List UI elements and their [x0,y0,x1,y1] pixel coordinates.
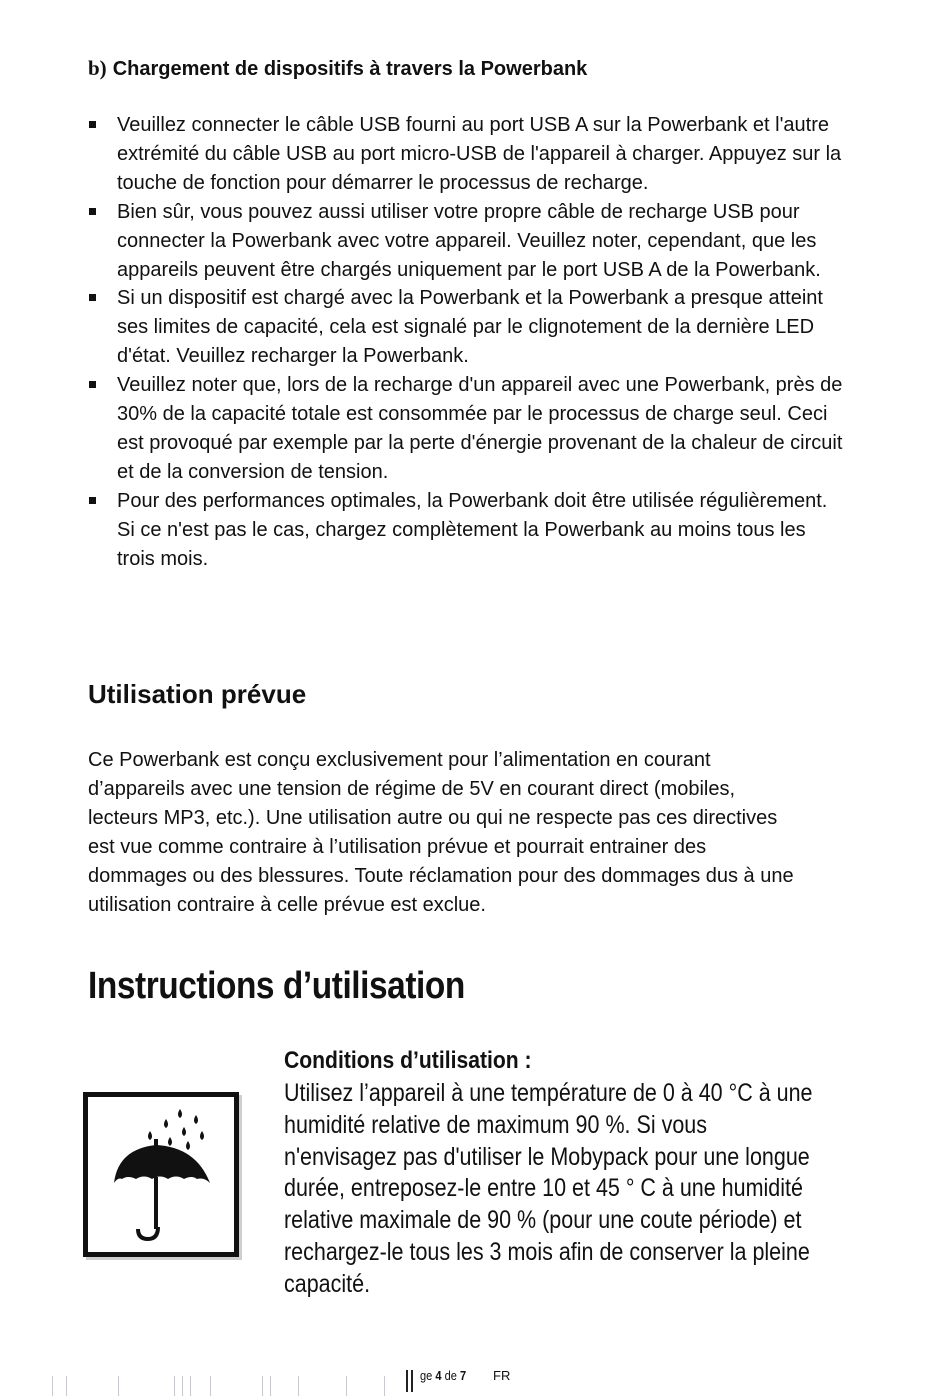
charging-bullet-list [88,111,848,574]
umbrella-icon [88,1097,234,1252]
footer-divider [182,1376,183,1396]
footer-divider [270,1376,271,1396]
list-item [88,111,848,198]
footer-divider [190,1376,191,1396]
keep-dry-umbrella-icon [83,1092,239,1257]
square-bullet-icon [89,381,96,388]
list-item [88,487,848,574]
square-bullet-icon [89,497,96,504]
language-code: FR [493,1368,511,1383]
intended-use-paragraph: Ce Powerbank est conçu exclusivement pour l’alimentation en courant d’appareils avec une tension de régime de 5V en courant direct (mobiles, lecteurs MP3, etc.). Une utilisation autre ou qui ne respecte pas ces directives est vue comme contraire à l’utilisation prévue et pourrait entrainer des dommages ou des blessures. Toute réclamation pour des dommages dus à une utilisation contraire à celle prévue est exclue. [88,749,794,916]
footer-mark [406,1370,413,1392]
conditions-title: Conditions d’utilisation : [284,1047,532,1074]
list-item-text: Veuillez connecter le câble USB fourni au port USB A sur la Powerbank et l'autre extrémité du câble USB au port micro-USB de l'appareil à charger. Appuyez sur la touche de fonction pour démarrer le processus de recharge. [117,114,842,194]
list-item-text: Veuillez noter que, lors de la recharge d'un appareil avec une Powerbank, près de 30% de la capacité totale est consommée par le processus de charge seul. Ceci est provoqué par exemple par la perte d'énergie provenant de la chaleur de circuit et de la conversion de tension. [117,374,843,483]
square-bullet-icon [89,121,96,128]
list-item-text: Bien sûr, vous pouvez aussi utiliser votre propre câble de recharge USB pour connecter la Powerbank avec votre appareil. Veuillez noter, cependant, que les appareils peuvent être chargés uniquement par le port USB A de la Powerbank. [117,200,821,281]
page-current: 4 [435,1368,442,1383]
footer-divider [262,1376,263,1396]
intended-use-heading: Utilisation prévue [88,679,307,709]
footer-divider [298,1376,299,1396]
list-item [88,198,848,285]
square-bullet-icon [89,208,96,215]
list-item-text: Si un dispositif est chargé avec la Powerbank et la Powerbank a presque atteint ses limites de capacité, cela est signalé par le clignotement de la dernière LED d'état. Veuillez recharger la Powerbank. [117,287,823,368]
footer-divider [210,1376,211,1396]
section-b-label: b) [88,56,107,80]
list-item [88,371,848,487]
footer-divider [384,1376,385,1396]
square-bullet-icon [89,294,96,301]
instructions-heading: Instructions d’utilisation [88,965,465,1007]
page-number [420,1368,466,1384]
footer-divider [346,1376,347,1396]
list-item-text: Pour des performances optimales, la Powerbank doit être utilisée régulièrement. Si ce n'est pas le cas, chargez complètement la Powerbank au moins tous les trois mois. [117,489,828,570]
footer-divider [66,1376,67,1396]
page-total: 7 [459,1368,467,1383]
list-item [88,284,848,371]
page-prefix: ge [420,1368,433,1383]
section-b-title: Chargement de dispositifs à travers la Powerbank [112,58,588,80]
section-b-heading [88,52,848,85]
usage-conditions [284,1044,844,1301]
conditions-body: Utilisez l’appareil à une température de 0 à 40 °C à une humidité relative de maximum 90 %. Si vous n'envisagez pas d'utiliser le Mobypack pour une longue durée, entreposez-le entre 10 et 45 ° C à une humidité relative maximale de 90 % (pour une coute période) et rechargez-le tous les 3 mois afin de conserver la pleine capacité. [284,1079,813,1298]
page-of: de [444,1368,457,1383]
footer-divider [118,1376,119,1396]
page-footer [0,1362,950,1396]
footer-divider [52,1376,53,1396]
footer-divider [174,1376,175,1396]
section-charging-devices [88,52,848,574]
